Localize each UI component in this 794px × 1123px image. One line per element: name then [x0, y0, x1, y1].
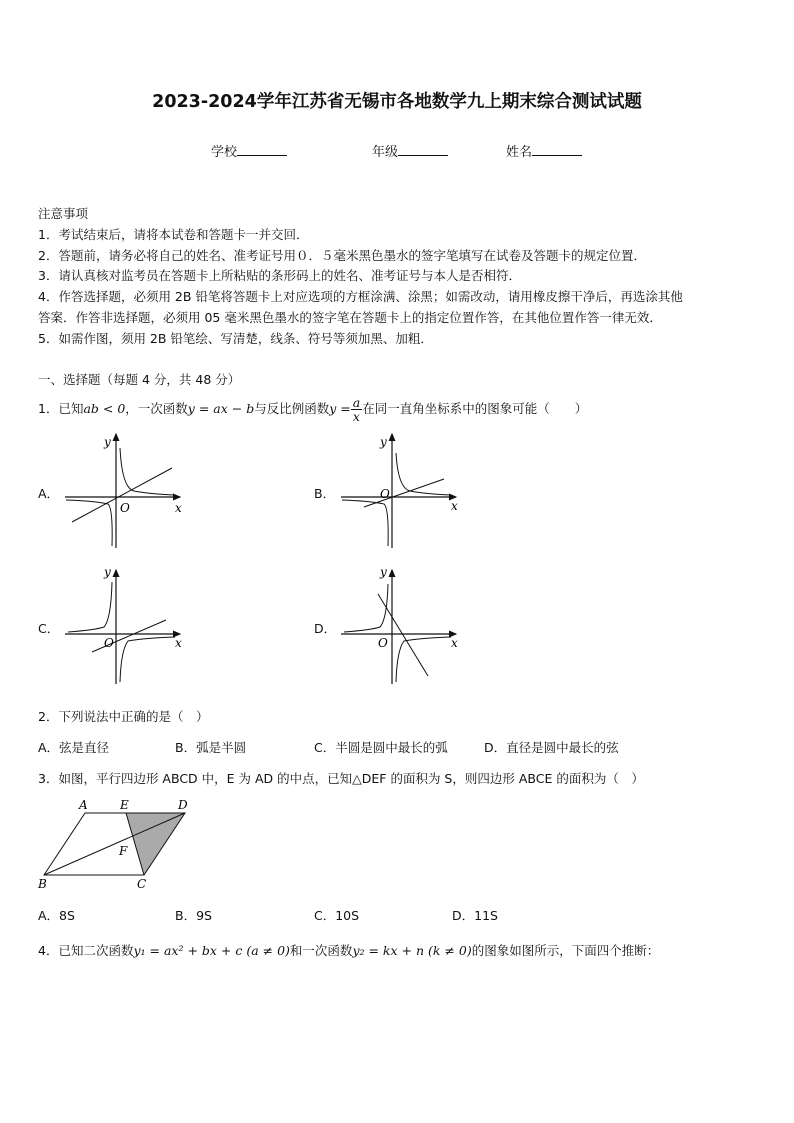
vertex-e-label: E — [120, 798, 129, 812]
notice-item: 4．作答选择题，必须用 2B 铅笔将答题卡上对应选项的方框涂满、涂黑；如需改动，请用橡皮擦干净后，再选涂其他 — [38, 289, 683, 304]
q1-fraction — [351, 396, 362, 423]
page-title: 2023-2024学年江苏省无锡市各地数学九上期末综合测试试题 — [152, 92, 642, 112]
notice-heading: 注意事项 — [38, 206, 89, 221]
q1-option-a-graph — [60, 428, 195, 553]
origin-label: O — [380, 487, 390, 501]
q3-option-c: C．10S — [314, 908, 360, 923]
vertex-c-label: C — [137, 877, 147, 891]
origin-label: O — [378, 636, 388, 650]
school-field — [211, 141, 287, 160]
point-f-label: F — [119, 844, 128, 858]
hyperbola-branch — [66, 500, 112, 546]
grade-blank — [398, 143, 448, 156]
origin-label: O — [104, 636, 114, 650]
q1-inverse-lhs: y = — [329, 401, 351, 416]
q4-linear-function: y₂ = kx + n (k ≠ 0) — [352, 943, 472, 958]
question-2-stem: 2．下列说法中正确的是（ ） — [38, 709, 209, 724]
hyperbola-branch — [120, 637, 175, 682]
x-label: x — [175, 501, 182, 515]
q1-option-d-label: D． — [314, 621, 337, 636]
q2-option-a: A．弦是直径 — [38, 740, 110, 755]
vertex-d-label: D — [178, 798, 188, 812]
q1-linear-function: y = ax − b — [187, 401, 255, 416]
y-label: y — [380, 435, 387, 449]
grade-label: 年级 — [372, 145, 399, 160]
hyperbola-branch — [68, 582, 112, 632]
q1-option-b-label: B． — [314, 486, 336, 501]
q2-option-d: D．直径是圆中最长的弦 — [484, 740, 619, 755]
notice-item: 答案．作答非选择题，必须用 05 毫米黑色墨水的签字笔在答题卡上的指定位置作答，在其他位置作答一律无效． — [38, 310, 662, 325]
hyperbola-branch — [396, 637, 451, 682]
q1-suffix: 在同一直角坐标系中的图象可能（ ） — [362, 401, 588, 416]
notice-item: 5．如需作图，须用 2B 铅笔绘、写清楚，线条、符号等须加黑、加粗． — [38, 331, 433, 346]
hyperbola-branch — [120, 448, 175, 495]
vertex-a-label: A — [79, 798, 88, 812]
q3-option-b: B．9S — [175, 908, 212, 923]
q1-option-c-graph — [60, 564, 195, 689]
line-graph — [364, 479, 444, 507]
q1-fraction-denominator: x — [352, 409, 360, 424]
y-label: y — [104, 435, 111, 449]
x-label: x — [451, 499, 458, 513]
question-1-stem — [38, 396, 587, 423]
notice-item: 3．请认真核对监考员在答题卡上所粘贴的条形码上的姓名、准考证号与本人是否相符． — [38, 268, 521, 283]
grade-field — [372, 141, 448, 160]
school-blank — [237, 143, 287, 156]
q1-option-c-label: C． — [38, 621, 60, 636]
q1-option-b-graph — [336, 428, 471, 553]
q1-condition: ab < 0 — [83, 401, 126, 416]
question-4-stem — [38, 941, 659, 959]
school-label: 学校 — [211, 145, 238, 160]
q1-option-d-graph — [336, 564, 471, 689]
q1-option-a-label: A． — [38, 486, 60, 501]
notice-item: 1．考试结束后，请将本试卷和答题卡一并交回． — [38, 227, 309, 242]
q2-option-b: B．弧是半圆 — [175, 740, 247, 755]
q2-option-c: C．半圆是圆中最长的弧 — [314, 740, 448, 755]
hyperbola-branch — [344, 584, 388, 632]
vertex-b-label: B — [38, 877, 47, 891]
y-label: y — [104, 565, 111, 579]
q4-mid: 和一次函数 — [289, 943, 353, 958]
q3-parallelogram-figure — [34, 796, 194, 892]
x-label: x — [451, 636, 458, 650]
name-label: 姓名 — [506, 145, 533, 160]
q4-prefix: 4．已知二次函数 — [38, 943, 134, 958]
q1-mid2: 与反比例函数 — [254, 401, 330, 416]
q4-quadratic-function: y₁ = ax² + bx + c (a ≠ 0) — [133, 943, 290, 958]
section-heading: 一、选择题（每题 4 分，共 48 分） — [38, 372, 241, 387]
line-graph — [378, 594, 428, 676]
question-3-stem: 3．如图，平行四边形 ABCD 中，E 为 AD 的中点，已知△DEF 的面积为 S，则四边形 ABCE 的面积为（ ） — [38, 771, 644, 786]
q1-prefix: 1．已知 — [38, 401, 84, 416]
q3-option-a: A．8S — [38, 908, 75, 923]
notice-item: 2．答题前，请务必将自己的姓名、准考证号用０．５毫米黑色墨水的签字笔填写在试卷及答题卡的规定位置． — [38, 248, 646, 263]
x-label: x — [175, 636, 182, 650]
q1-mid1: ，一次函数 — [125, 401, 188, 416]
hyperbola-branch — [396, 453, 451, 495]
name-field — [506, 141, 582, 160]
q3-option-d: D．11S — [452, 908, 498, 923]
origin-label: O — [120, 501, 130, 515]
name-blank — [532, 143, 582, 156]
q4-suffix: 的图象如图所示，下面四个推断： — [471, 943, 660, 958]
y-label: y — [380, 565, 387, 579]
q1-fraction-numerator: a — [352, 395, 361, 410]
